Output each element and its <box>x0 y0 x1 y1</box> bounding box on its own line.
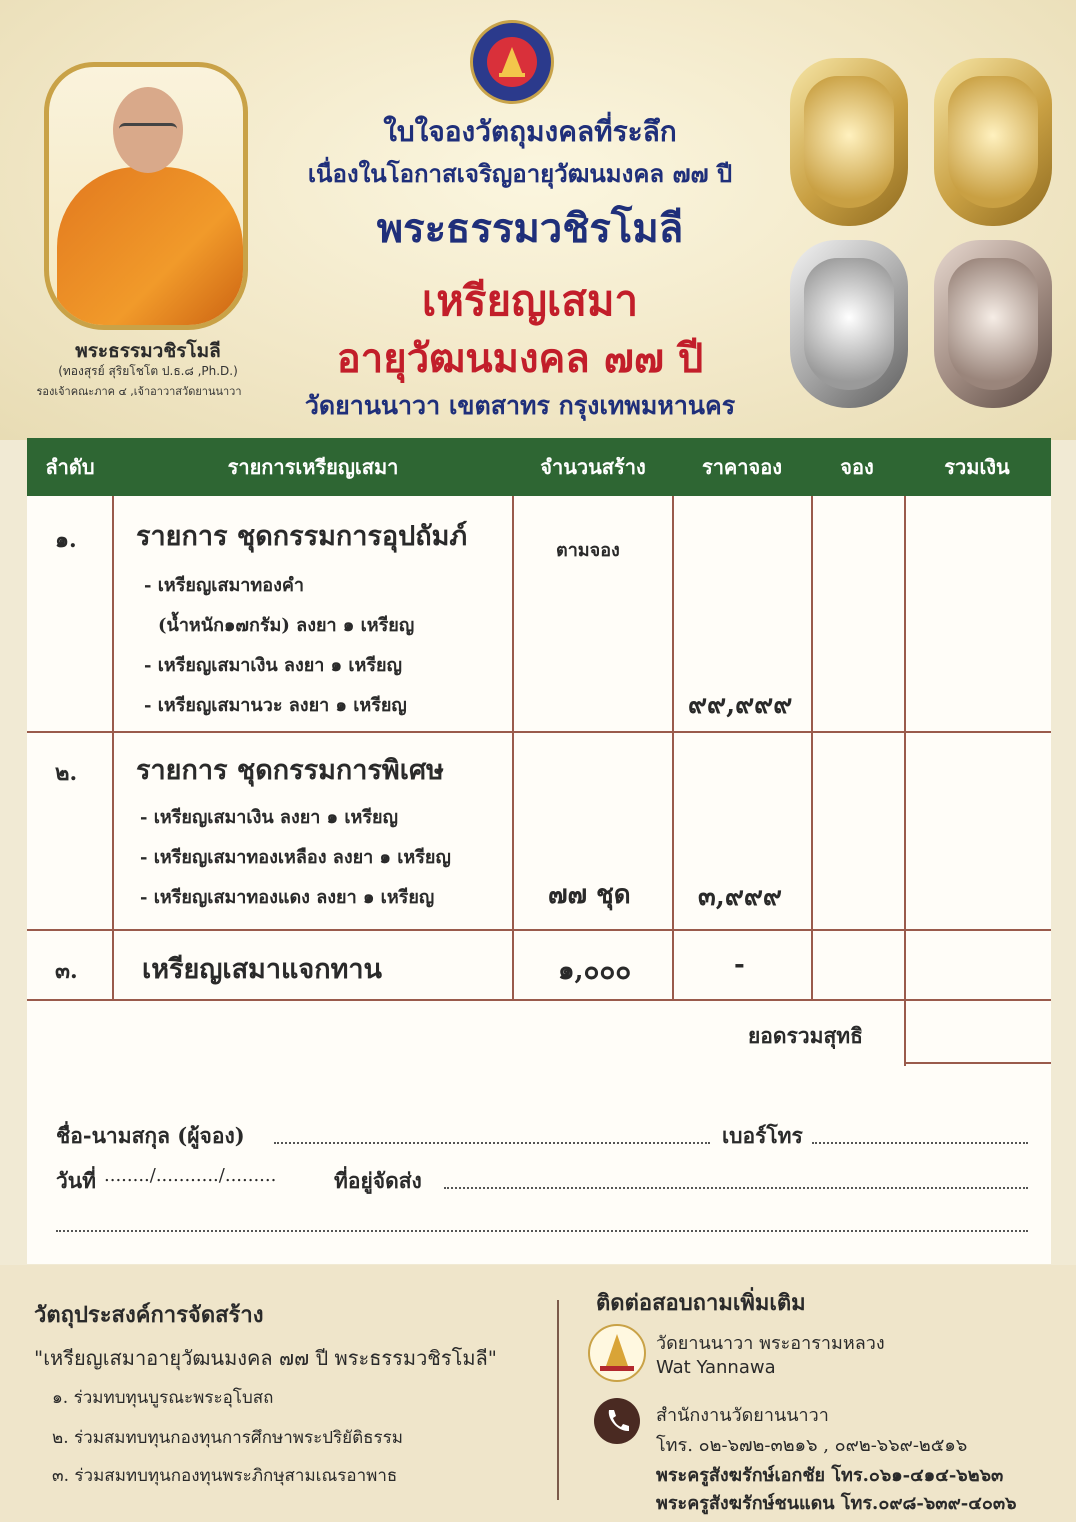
purpose-title: วัตถุประสงค์การจัดสร้าง <box>34 1302 264 1328</box>
contact-title: ติดต่อสอบถามเพิ่มเติม <box>596 1290 806 1316</box>
table-header <box>27 438 1051 496</box>
purpose-item: ๓. ร่วมสมทบทุนกองทุนพระภิกษุสามเณรอาพาธ <box>52 1466 398 1486</box>
row-2-price: ๓,๙๙๙ <box>698 882 782 912</box>
header-anniversary: อายุวัฒนมงคล ๗๗ ปี <box>336 335 704 382</box>
row-2-line: - เหรียญเสมาทองแดง ลงยา ๑ เหรียญ <box>140 887 435 908</box>
date-field[interactable]: ......../.........../......... <box>104 1165 277 1186</box>
contact-phone: พระครูสังฆรักษ์ชนแดน โทร.๐๙๘-๖๓๙-๔๐๓๖ <box>656 1493 1017 1514</box>
header-medal-title: เหรียญเสมา <box>421 276 639 325</box>
wat-name-thai: วัดยานนาวา พระอารามหลวง <box>656 1333 885 1354</box>
address-field[interactable] <box>444 1187 1028 1189</box>
row-1-quantity: ตามจอง <box>556 540 620 561</box>
row-1-line: - เหรียญเสมานวะ ลงยา ๑ เหรียญ <box>144 695 407 716</box>
address-label: ที่อยู่จัดส่ง <box>334 1168 422 1193</box>
grid-line <box>512 496 514 1000</box>
grand-total-label: ยอดรวมสุทธิ <box>748 1023 863 1048</box>
phone-label: เบอร์โทร <box>722 1123 803 1148</box>
col-header-qty: จำนวนสร้าง <box>540 455 646 479</box>
purpose-item: ๒. ร่วมสมทบทุนกองทุนการศึกษาพระปริยัติธรรม <box>52 1428 403 1448</box>
row-2-quantity: ๗๗ ชุด <box>548 880 631 910</box>
monk-portrait <box>44 62 248 330</box>
col-header-no: ลำดับ <box>45 455 95 479</box>
temple-icon <box>590 1326 644 1380</box>
col-header-price: ราคาจอง <box>701 455 783 479</box>
row-1-price: ๙๙,๙๙๙ <box>688 690 793 720</box>
monk-name: พระธรรมวชิรโมลี <box>75 340 221 362</box>
purpose-item: ๑. ร่วมทบทุนบูรณะพระอุโบสถ <box>52 1388 274 1408</box>
name-label: ชื่อ-นามสกุล (ผู้จอง) <box>56 1123 245 1148</box>
col-header-item: รายการเหรียญเสมา <box>227 455 399 479</box>
divider <box>557 1300 559 1500</box>
temple-icon <box>495 45 529 79</box>
row-3-number: ๓. <box>55 958 78 984</box>
temple-logo-small <box>588 1324 646 1382</box>
address-field-line-2[interactable] <box>56 1230 1028 1232</box>
phone-field[interactable] <box>812 1142 1028 1144</box>
row-1-line: - เหรียญเสมาเงิน ลงยา ๑ เหรียญ <box>144 655 402 676</box>
col-header-total: รวมเงิน <box>944 455 1010 479</box>
glasses-icon <box>119 123 177 136</box>
temple-logo <box>470 20 554 104</box>
monk-robe <box>57 167 243 330</box>
row-1-title: รายการ ชุดกรรมการอุปถัมภ์ <box>136 521 468 552</box>
row-2-line: - เหรียญเสมาเงิน ลงยา ๑ เหรียญ <box>140 807 398 828</box>
purpose-quote: "เหรียญเสมาอายุวัฒนมงคล ๗๗ ปี พระธรรมวชิรโมลี" <box>34 1346 498 1370</box>
bronze-medal-back-image <box>934 240 1052 408</box>
row-2-line: - เหรียญเสมาทองเหลือง ลงยา ๑ เหรียญ <box>140 847 451 868</box>
silver-medal-front-image <box>790 240 908 408</box>
gold-medal-back-image <box>934 58 1052 226</box>
grid-line <box>27 929 1051 931</box>
name-field[interactable] <box>274 1142 710 1144</box>
row-3-price: - <box>734 950 745 980</box>
grid-line <box>904 1062 1051 1064</box>
monk-subtitle: (ทองสุรย์ สุริยโชโต ป.ธ.๘ ,Ph.D.) <box>58 364 238 378</box>
office-name: สำนักงานวัดยานนาวา <box>656 1405 829 1426</box>
row-1-number: ๑. <box>55 527 77 553</box>
grid-line <box>811 496 813 1000</box>
header-line-2: เนื่องในโอกาสเจริญอายุวัฒนมงคล ๗๗ ปี <box>307 159 733 188</box>
grid-line <box>112 496 114 1000</box>
grid-line <box>672 496 674 1000</box>
row-1-line: - เหรียญเสมาทองคำ <box>144 575 305 596</box>
grid-line <box>27 999 1051 1001</box>
row-1-line: (น้ำหนัก๑๗กรัม) ลงยา ๑ เหรียญ <box>158 615 415 636</box>
col-header-order: จอง <box>840 455 874 479</box>
header-line-1: ใบใจองวัตถุมงคลที่ระลึก <box>383 115 677 148</box>
row-2-title: รายการ ชุดกรรมการพิเศษ <box>136 755 444 786</box>
office-phone: โทร. ๐๒-๖๗๒-๓๒๑๖ , ๐๙๒-๖๖๙-๒๕๑๖ <box>656 1435 968 1456</box>
row-2-number: ๒. <box>55 760 78 786</box>
gold-medal-front-image <box>790 58 908 226</box>
grid-line <box>904 496 906 1066</box>
row-3-quantity: ๑,๐๐๐ <box>558 956 632 986</box>
header-location: วัดยานนาวา เขตสาทร กรุงเทพมหานคร <box>304 391 736 420</box>
phone-icon <box>594 1398 640 1444</box>
header-monk-title: พระธรรมวชิรโมลี <box>376 205 684 252</box>
wat-name-english: Wat Yannawa <box>656 1357 776 1378</box>
grid-line <box>27 731 1051 733</box>
row-3-title: เหรียญเสมาแจกทาน <box>142 954 383 985</box>
grand-total-field[interactable] <box>906 1001 1049 1061</box>
contact-phone: พระครูสังฆรักษ์เอกชัย โทร.๐๖๑-๔๑๔-๖๒๖๓ <box>656 1465 1004 1486</box>
date-label: วันที่ <box>56 1168 96 1193</box>
monk-position: รองเจ้าคณะภาค ๔ ,เจ้าอาวาสวัดยานนาวา <box>36 385 242 398</box>
